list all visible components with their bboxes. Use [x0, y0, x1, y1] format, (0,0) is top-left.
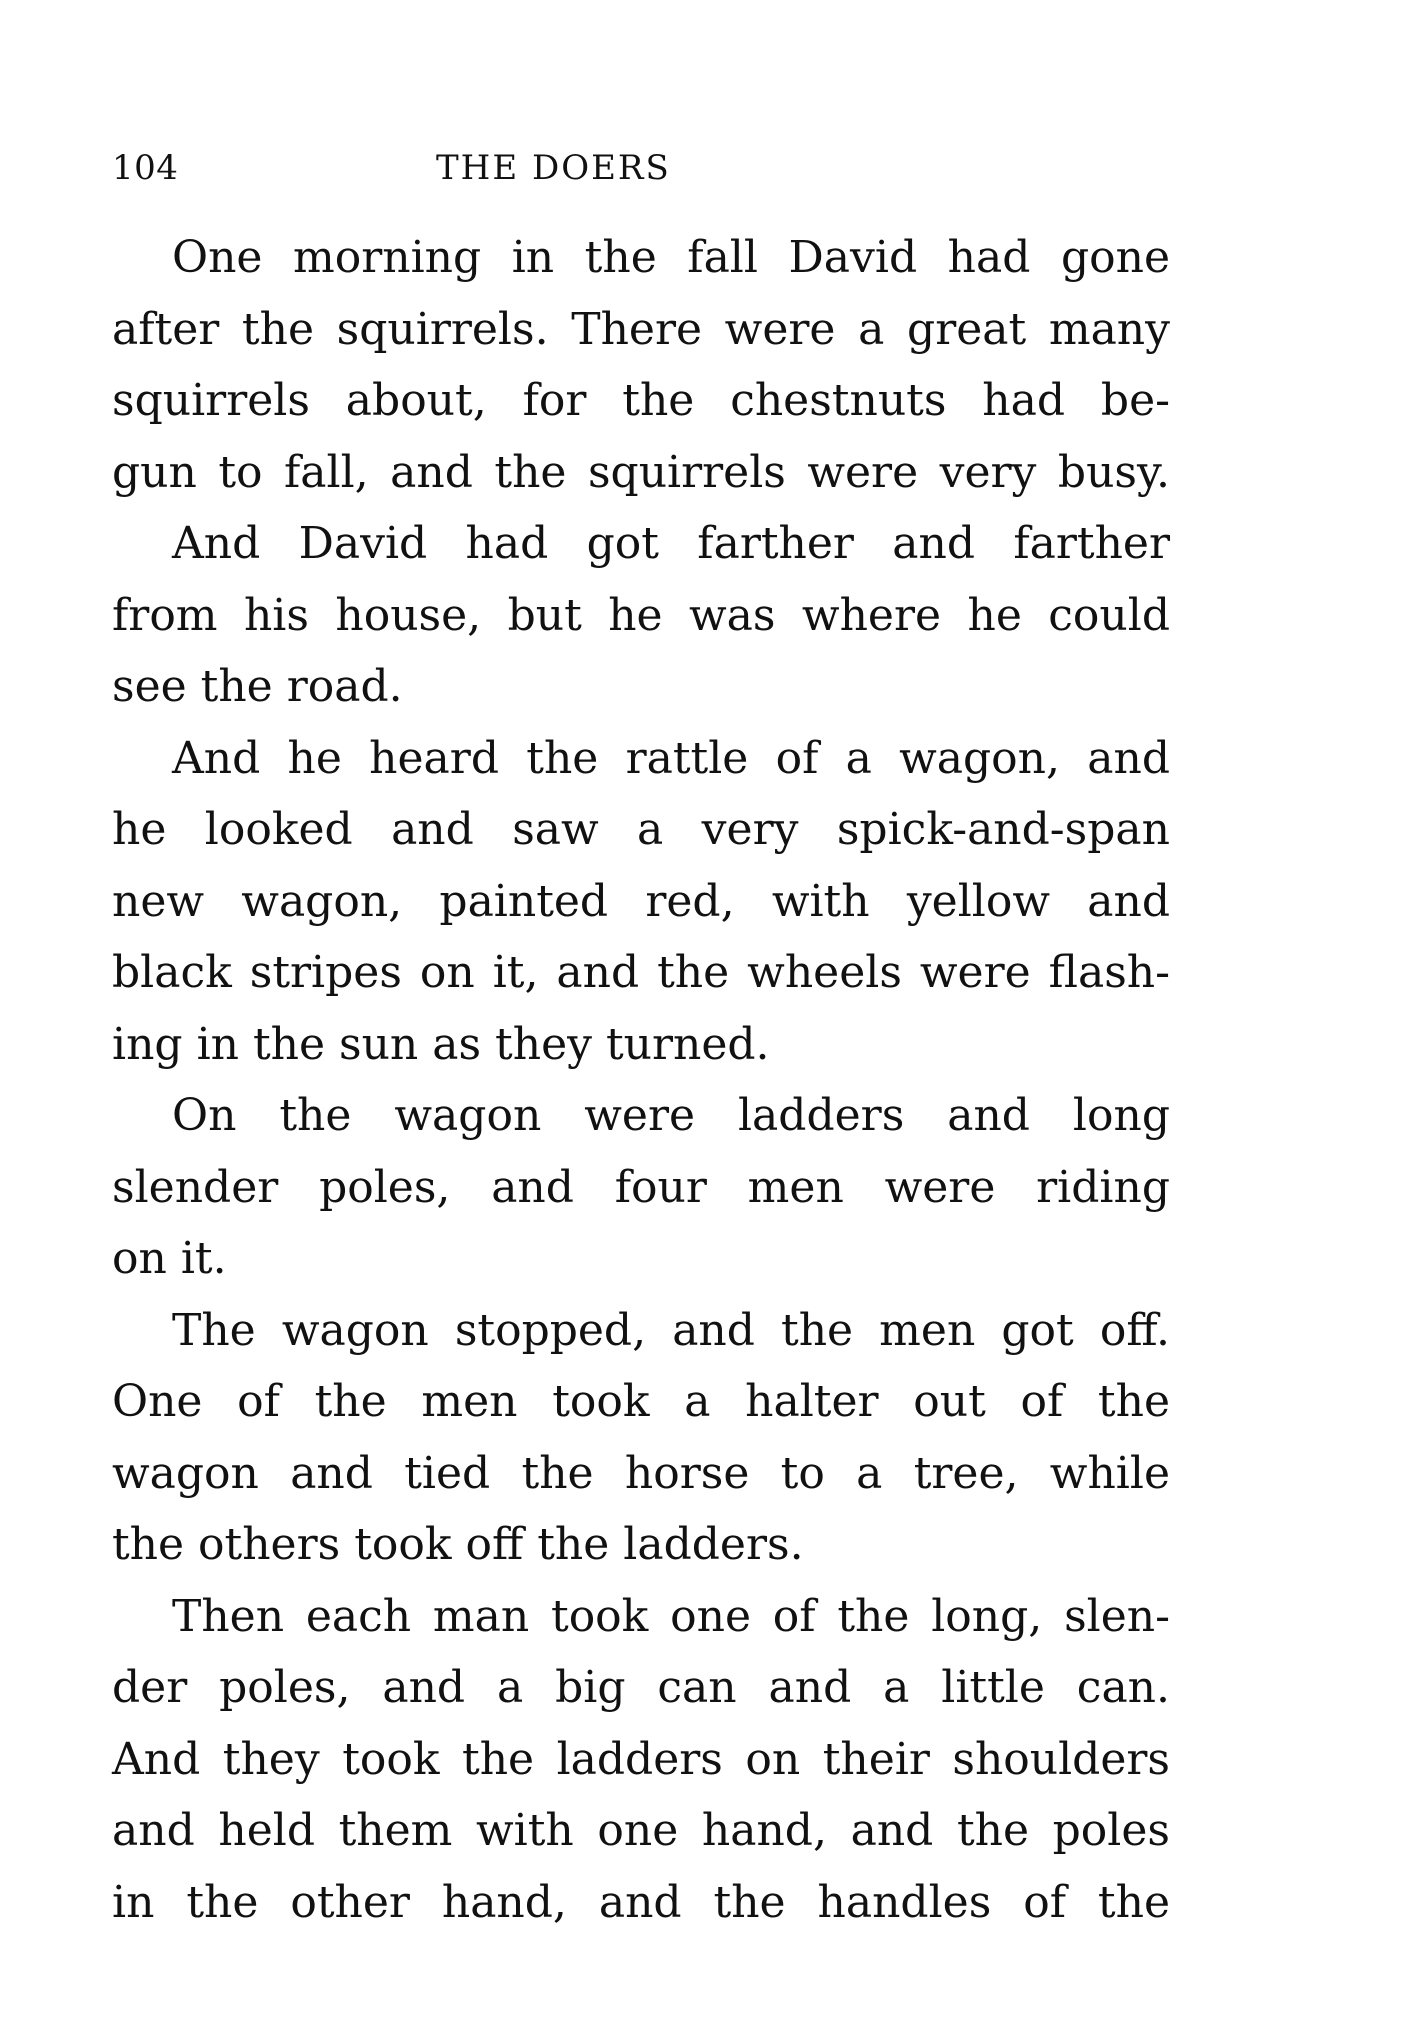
text-line: wagon and tied the horse to a tree, while	[112, 1447, 1170, 1499]
text-line: after the squirrels. There were a great many	[112, 303, 1170, 355]
text-line: on it.	[112, 1233, 227, 1284]
text-line: see the road.	[112, 661, 403, 712]
text-line: new wagon, painted red, with yellow and	[112, 875, 1170, 927]
body-text	[112, 222, 1170, 1938]
text-line: ing in the sun as they turned.	[112, 1018, 770, 1070]
paragraph	[112, 723, 1170, 1081]
text-line: gun to fall, and the squirrels were very busy.	[112, 446, 1170, 498]
text-line: The wagon stopped, and the men got off.	[172, 1304, 1170, 1356]
text-line: One morning in the fall David had gone	[172, 232, 1170, 283]
paragraph	[112, 222, 1170, 508]
paragraph	[112, 1581, 1170, 1939]
text-line: Then each man took one of the long, slen-	[172, 1590, 1170, 1642]
text-line: from his house, but he was where he could	[112, 589, 1170, 641]
text-line: he looked and saw a very spick-and-span	[112, 804, 1170, 855]
text-line: One of the men took a halter out of the	[112, 1376, 1170, 1427]
text-line: in the other hand, and the handles of the	[112, 1876, 1170, 1928]
text-line: der poles, and a big can and a little can.	[112, 1662, 1170, 1713]
text-line: On the wagon were ladders and long	[172, 1090, 1170, 1141]
text-line: and held them with one hand, and the poles	[112, 1805, 1170, 1856]
paragraph	[112, 1080, 1170, 1295]
text-line: squirrels about, for the chestnuts had be-	[112, 375, 1170, 426]
running-head: THE DOERS	[436, 148, 671, 188]
paragraph	[112, 1295, 1170, 1581]
text-line: black stripes on it, and the wheels were flash-	[112, 947, 1170, 998]
text-line: slender poles, and four men were riding	[112, 1161, 1170, 1213]
page-number: 104	[112, 148, 179, 188]
paragraph	[112, 508, 1170, 723]
text-line: And David had got farther and farther	[172, 518, 1170, 569]
text-line: And he heard the rattle of a wagon, and	[172, 732, 1170, 784]
text-line: the others took off the ladders.	[112, 1519, 804, 1570]
text-line: And they took the ladders on their shoulders	[112, 1733, 1170, 1785]
